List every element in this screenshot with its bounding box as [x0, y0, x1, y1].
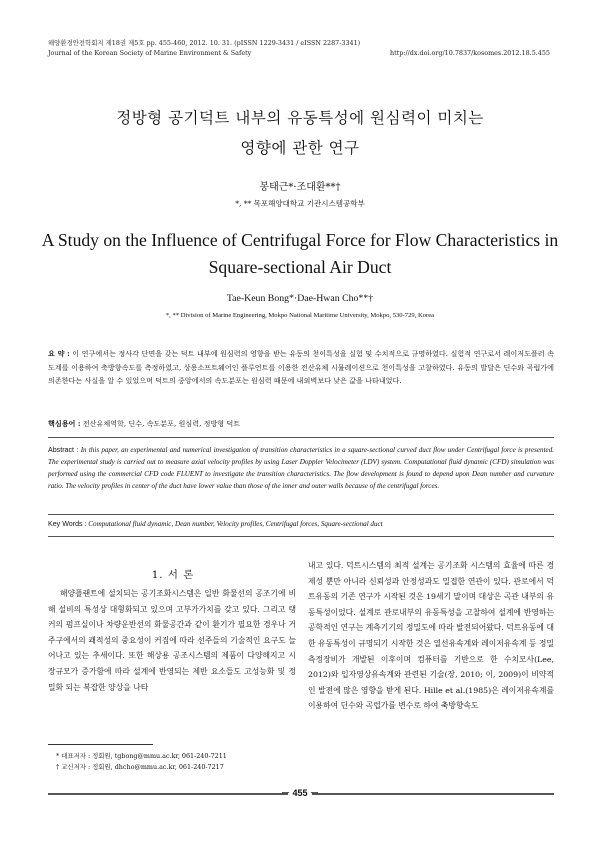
right-column-text: 내고 있다. 덕트시스템의 최적 설계는 공기조화 시스템의 효율에 따른 경제성 뿐만 아니라 신뢰성과 안정성과도 밀접한 연관이 있다. 관로에서 덕트유동의 기존 연구가 시작된 것은 19세기 말이며 대상은 곡관 내부의 유동특성이었다. 설계로 관로내부의 유동특성을 고찰하여 설계에 반영하는 공학적인 연구는 계측기기의 정밀도에 따라 발전되어왔다. 덕트유동에 대한 유동특성이 규명되기 시작한 것은 열선유속계와 레이저유속계 등 정밀 측정장비가 개발된 이후이며 컴퓨터를 기반으로 한 수치모사(Lee, 2012)와 입자영상유속계와 관련된 기술(장, 2010; 이, 2009)이 비약적인 발전에 많은 영향을 받게 된다. Hille et al.(1985)은 레이저유속계를 이용하여 딘수와 곡럽가를 변수로 하여 축방향속도	[308, 561, 554, 711]
keywords-ko-text: 전산유체역학, 딘수, 속도분포, 원심력, 정방형 덕트	[82, 419, 241, 428]
title-ko-line1: 정방형 공기덕트 내부의 유동특성에 원심력이 미치는	[116, 109, 484, 127]
title-en-line1: A Study on the Influence of Centrifugal Force for Flow Characteristics in	[41, 230, 559, 250]
keywords-ko-label: 핵심용어 :	[48, 419, 81, 428]
abstract-ko-text: 이 연구에서는 정사각 단면을 갖는 덕트 내부에 원심력의 영향을 받는 유동의 천이특성을 실험 및 수치적으로 규명하였다. 실험적 연구로서 레이저도플러 속도계를 이용하여 축방향속도를 측정하였고, 상용소프트웨어인 플루언트를 이용한 전산유체 시뮬레이션으로 천이특성을 고찰하였다. 유동의 발달은 딘수와 곡럽가에 의존한다는 사실을 알 수 있었으며 덕트의 중앙에서의 속도분포는 원심력 때문에 내외벽보다 낮은 값을 나타내었다.	[48, 349, 554, 386]
abstract-en-text: In this paper, an experimental and numerical investigation of transition characteristics in a square-sectional curved duct flow under Centrifugal force is presented. The experimental study is carried out to measure axial velocity profiles by using Laser Doppler Velocimeter (LDV) system. Computational fluid dynamic (CFD) simulation was performed using the commercial CFD code FLUENT to investigate the transition characteristics. The flow development is found to depend upon Dean number and curvature ratio. The velocity profiles in center of the duct have lower value than those of the inner and outer walls because of the centrifugal forces.	[48, 446, 555, 490]
authors-ko: 봉태근*·조대환**†	[259, 182, 341, 193]
divider	[48, 514, 554, 515]
section-heading: 1. 서 론	[151, 569, 195, 581]
abstract-en-label: Abstract :	[48, 446, 79, 454]
abstract-ko-label: 요 약 :	[48, 349, 70, 358]
footnote-divider	[48, 744, 153, 745]
keywords-en	[48, 520, 554, 528]
abstract-en	[48, 444, 554, 492]
abstract-ko	[48, 347, 554, 388]
divider	[48, 437, 554, 438]
keywords-en-label: Key Words :	[48, 520, 87, 528]
title-en-line2: Square-sectional Air Duct	[208, 257, 392, 277]
doi-link[interactable]: http://dx.doi.org/10.7837/kosomes.2012.18.5.455	[389, 49, 550, 57]
title-ko-line2: 영향에 관한 연구	[240, 139, 360, 157]
footnote-corresponding: † 교신저자 : 정회원, dhcho@mmu.ac.kr, 061-240-7217	[56, 763, 224, 771]
divider	[48, 536, 554, 537]
page-number: － 455 －	[280, 788, 320, 798]
affiliation-en: *, ** Division of Marine Engineering, Mokpo National Maritime University, Mokpo, 530-729, Korea	[165, 312, 435, 319]
footnote-author: * 대표저자 : 정회원, tgbong@mmu.ac.kr, 061-240-7211	[56, 752, 227, 760]
authors-en: Tae-Keun Bong*·Dae-Hwan Cho**†	[226, 293, 374, 304]
journal-header-ko: 해양환경안전학회지 제18권 제5호 pp. 455-460, 2012. 10. 31. (pISSN 1229-3431 / eISSN 2287-3341)	[48, 39, 361, 47]
journal-header-en: Journal of the Korean Society of Marine Environment & Safety	[48, 49, 252, 57]
keywords-en-text: Computational fluid dynamic, Dean number, Velocity profiles, Centrifugal forces, Square-sectional duct	[88, 520, 383, 528]
left-column-text: 해양플랜트에 설치되는 공기조화시스템은 일반 화물선의 공조기에 비해 설비의 특성상 대형화되고 있으며 고부가가치를 갖고 있다. 그리고 탱커의 펌프실이나 차량운반선의 화물공간과 같이 환기가 필요한 경우나 거주구에서의 쾌적성의 중요성이 커짐에 따라 선주들의 기술적인 요구도 늘어나고 있는 추세이다. 또한 해상용 공조시스템의 제품이 다양해지고 시장규모가 증가함에 따라 설계에 반영되는 제반 요소들도 고성능화 및 정밀화 되는 복잡한 양상을 나타	[48, 589, 296, 692]
keywords-ko	[48, 419, 554, 429]
affiliation-ko: *, ** 목포해양대학교 기관시스템공학부	[235, 199, 365, 208]
